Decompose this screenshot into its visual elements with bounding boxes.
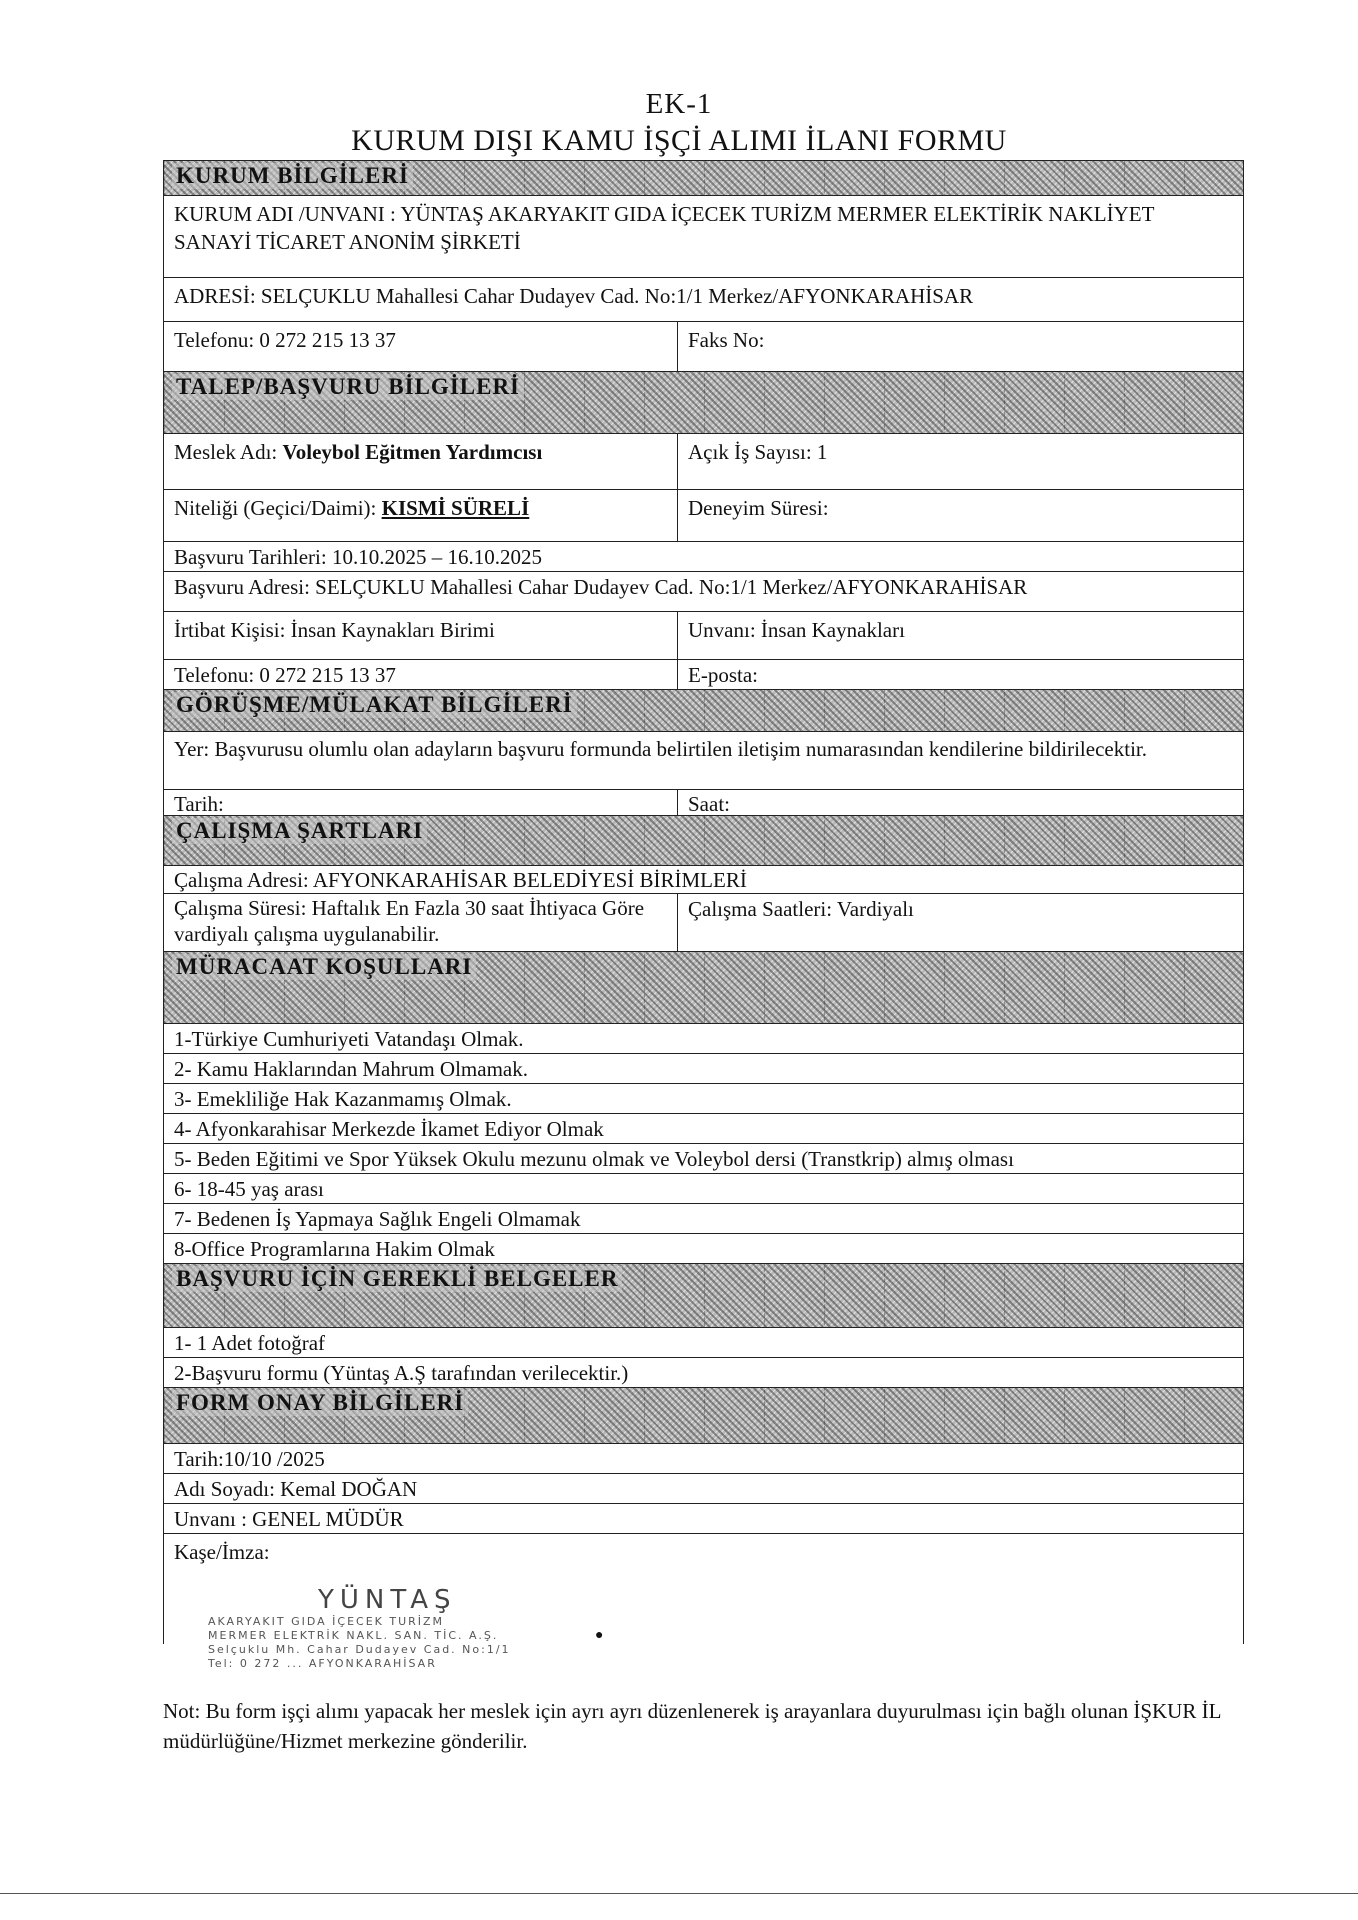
stamp-line: Selçuklu Mh. Cahar Dudayev Cad. No:1/1 xyxy=(208,1643,511,1656)
section-muracaat xyxy=(163,952,1244,1024)
talep-telefon-row xyxy=(163,660,1244,690)
list-item xyxy=(163,1504,1244,1534)
talep-eposta: E-posta: xyxy=(688,663,758,687)
irtibat-unvani: Unvanı: İnsan Kaynakları xyxy=(688,618,905,642)
tarih-saat-row xyxy=(163,790,1244,816)
page-bottom-rule xyxy=(0,1893,1358,1894)
section-talep xyxy=(163,372,1244,434)
list-item xyxy=(163,1144,1244,1174)
irtibat-kisisi: İrtibat Kişisi: İnsan Kaynakları Birimi xyxy=(164,612,678,659)
belgeler-list xyxy=(163,1328,1244,1388)
list-item xyxy=(163,1174,1244,1204)
list-item xyxy=(163,1114,1244,1144)
muracaat-item-8: 8-Office Programlarına Hakim Olmak xyxy=(174,1237,495,1261)
muracaat-item-4: 4- Afyonkarahisar Merkezde İkamet Ediyor Olmak xyxy=(174,1117,604,1141)
list-item xyxy=(163,1444,1244,1474)
onay-list xyxy=(163,1444,1244,1534)
section-kurum xyxy=(163,160,1244,196)
calisma-adresi: Çalışma Adresi: AFYONKARAHİSAR BELEDİYESİ BİRİMLERİ xyxy=(174,868,747,892)
deneyim-suresi: Deneyim Süresi: xyxy=(688,496,829,520)
section-title: MÜRACAAT KOŞULLARI xyxy=(172,954,476,980)
form-table xyxy=(163,160,1244,1644)
belge-item-2: 2-Başvuru formu (Yüntaş A.Ş tarafından verilecektir.) xyxy=(174,1361,629,1385)
kurum-adres: ADRESİ: SELÇUKLU Mahallesi Cahar Dudayev Cad. No:1/1 Merkez/AFYONKARAHİSAR xyxy=(174,284,974,308)
belge-item-1: 1- 1 Adet fotoğraf xyxy=(174,1331,326,1355)
form-title: KURUM DIŞI KAMU İŞÇİ ALIMI İLANI FORMU xyxy=(351,124,1007,157)
stamp-line: Tel: 0 272 ... AFYONKARAHİSAR xyxy=(208,1657,437,1670)
section-belgeler xyxy=(163,1264,1244,1328)
list-item xyxy=(163,1474,1244,1504)
calisma-suresi: Çalışma Süresi: Haftalık En Fazla 30 saat İhtiyaca Göre vardiyalı çalışma uygulanabilir. xyxy=(164,894,678,951)
section-title: FORM ONAY BİLGİLERİ xyxy=(172,1390,468,1416)
acik-is-sayisi: Açık İş Sayısı: 1 xyxy=(688,440,828,464)
gorusme-tarih: Tarih: xyxy=(164,790,678,815)
basvuru-tarih-row xyxy=(163,542,1244,572)
muracaat-item-5: 5- Beden Eğitimi ve Spor Yüksek Okulu mezunu olmak ve Voleybol dersi (Transtkrip) almış olması xyxy=(174,1147,1014,1171)
basvuru-tarihleri: Başvuru Tarihleri: 10.10.2025 – 16.10.2025 xyxy=(174,545,542,569)
nitelik-row xyxy=(163,490,1244,542)
meslek-label: Meslek Adı: xyxy=(174,440,283,464)
section-title: TALEP/BAŞVURU BİLGİLERİ xyxy=(172,374,524,400)
section-calisma xyxy=(163,816,1244,866)
kurum-adi: KURUM ADI /UNVANI : YÜNTAŞ AKARYAKIT GIDA İÇECEK TURİZM MERMER ELEKTİRİK NAKLİYET SANAYİ TİCARET ANONİM ŞİRKETİ xyxy=(174,202,1155,254)
onay-adi-soyadi: Adı Soyadı: Kemal DOĞAN xyxy=(174,1477,418,1501)
kurum-telefon: Telefonu: 0 272 215 13 37 xyxy=(164,322,678,371)
nitelik-value: KISMİ SÜRELİ xyxy=(381,496,530,520)
stamp-dot: ● xyxy=(595,1628,604,1643)
section-gorusme xyxy=(163,690,1244,732)
muracaat-item-1: 1-Türkiye Cumhuriyeti Vatandaşı Olmak. xyxy=(174,1027,524,1051)
list-item xyxy=(163,1358,1244,1388)
talep-telefon: Telefonu: 0 272 215 13 37 xyxy=(164,660,678,689)
meslek-adi xyxy=(164,434,678,489)
stamp-line: AKARYAKIT GIDA İÇECEK TURİZM xyxy=(208,1615,445,1628)
kase-imza-label: Kaşe/İmza: xyxy=(174,1540,270,1564)
calisma-adres-row xyxy=(163,866,1244,894)
kurum-faks: Faks No: xyxy=(688,328,765,352)
kurum-telefon-row xyxy=(163,322,1244,372)
ek-label: EK-1 xyxy=(645,88,713,120)
stamp-line: MERMER ELEKTRİK NAKL. SAN. TİC. A.Ş. xyxy=(208,1629,499,1642)
meslek-row xyxy=(163,434,1244,490)
stamp-name: YÜNTAŞ xyxy=(318,1585,457,1615)
nitelik-label: Niteliği (Geçici/Daimi): xyxy=(174,496,382,520)
muracaat-item-7: 7- Bedenen İş Yapmaya Sağlık Engeli Olmamak xyxy=(174,1207,581,1231)
muracaat-item-3: 3- Emekliliğe Hak Kazanmamış Olmak. xyxy=(174,1087,512,1111)
basvuru-adresi: Başvuru Adresi: SELÇUKLU Mahallesi Cahar Dudayev Cad. No:1/1 Merkez/AFYONKARAHİSAR xyxy=(174,575,1028,599)
list-item xyxy=(163,1054,1244,1084)
list-item xyxy=(163,1084,1244,1114)
list-item xyxy=(163,1234,1244,1264)
section-title: GÖRÜŞME/MÜLAKAT BİLGİLERİ xyxy=(172,692,577,718)
section-title: BAŞVURU İÇİN GEREKLİ BELGELER xyxy=(172,1266,622,1292)
section-title: ÇALIŞMA ŞARTLARI xyxy=(172,818,427,844)
irtibat-row xyxy=(163,612,1244,660)
muracaat-item-6: 6- 18-45 yaş arası xyxy=(174,1177,324,1201)
nitelik xyxy=(164,490,678,541)
list-item xyxy=(163,1328,1244,1358)
kurum-adres-row xyxy=(163,278,1244,322)
onay-tarih: Tarih:10/10 /2025 xyxy=(174,1447,325,1471)
basvuru-adres-row xyxy=(163,572,1244,612)
section-title: KURUM BİLGİLERİ xyxy=(172,163,413,189)
yer-row xyxy=(163,732,1244,790)
list-item xyxy=(163,1024,1244,1054)
section-onay xyxy=(163,1388,1244,1444)
calisma-sure-row xyxy=(163,894,1244,952)
onay-unvani: Unvanı : GENEL MÜDÜR xyxy=(174,1507,404,1531)
gorusme-saat: Saat: xyxy=(688,792,730,816)
list-item xyxy=(163,1204,1244,1234)
meslek-value: Voleybol Eğitmen Yardımcısı xyxy=(282,440,543,464)
calisma-saatleri: Çalışma Saatleri: Vardiyalı xyxy=(688,897,914,921)
kurum-adi-row xyxy=(163,196,1244,278)
muracaat-item-2: 2- Kamu Haklarından Mahrum Olmamak. xyxy=(174,1057,528,1081)
footer-note: Not: Bu form işçi alımı yapacak her meslek için ayrı ayrı düzenlenerek iş arayanlara duyurulması için bağlı olunan İŞKUR İL müdürlüğüne/Hizmet merkezine gönderilir. xyxy=(163,1699,1221,1753)
muracaat-list xyxy=(163,1024,1244,1264)
gorusme-yer: Yer: Başvurusu olumlu olan adayların başvuru formunda belirtilen iletişim numarasından kendilerine bildirilecektir. xyxy=(174,737,1147,761)
company-stamp xyxy=(208,1585,588,1695)
